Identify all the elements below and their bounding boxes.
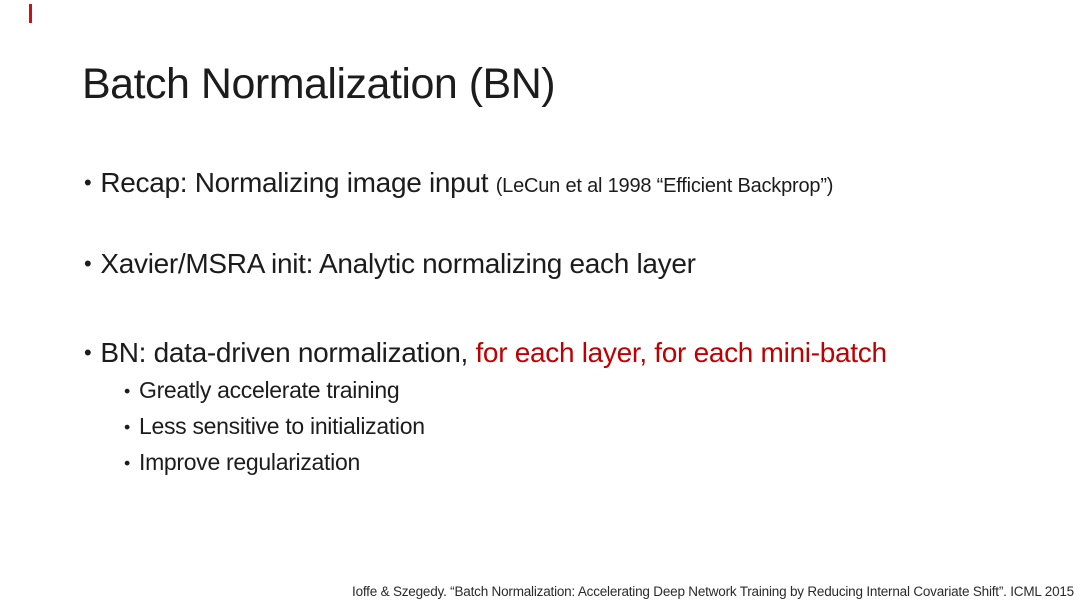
citation-footer: Ioffe & Szegedy. “Batch Normalization: Accelerating Deep Network Training by Reducing Internal Covariate Shift”. ICML 2015 [352,584,1074,599]
sub-bullet-regularization [124,447,360,479]
edge-red-marker [29,4,32,23]
bullet-icon: • [84,170,92,196]
bullet-bn-text [100,336,886,370]
bullet-recap [84,166,833,203]
bullet-recap-text [100,166,833,203]
bullet-icon: • [124,416,130,437]
sub-bullet-initialization-text: Less sensitive to initialization [138,413,425,439]
bullet-bn [84,336,887,372]
sub-bullet-accelerate-text: Greatly accelerate training [138,377,400,403]
bullet-recap-citation: (LeCun et al 1998 “Efficient Backprop”) [495,175,834,197]
bullet-recap-main: Recap: Normalizing image input [100,167,489,198]
sub-bullet-initialization [124,411,425,443]
sub-bullet-regularization-text: Improve regularization [138,449,360,475]
bullet-xavier-text: Xavier/MSRA init: Analytic normalizing each layer [100,248,696,279]
bullet-icon: • [84,340,92,366]
bullet-icon: • [84,251,92,277]
bullet-bn-red-part: for each layer, for each mini-batch [475,337,887,368]
bullet-icon: • [124,380,130,401]
slide-title: Batch Normalization (BN) [82,60,556,108]
bullet-xavier [84,247,696,283]
sub-bullet-accelerate [124,375,399,407]
bullet-bn-black-part: BN: data-driven normalization, [100,337,468,368]
bullet-icon: • [124,452,130,473]
